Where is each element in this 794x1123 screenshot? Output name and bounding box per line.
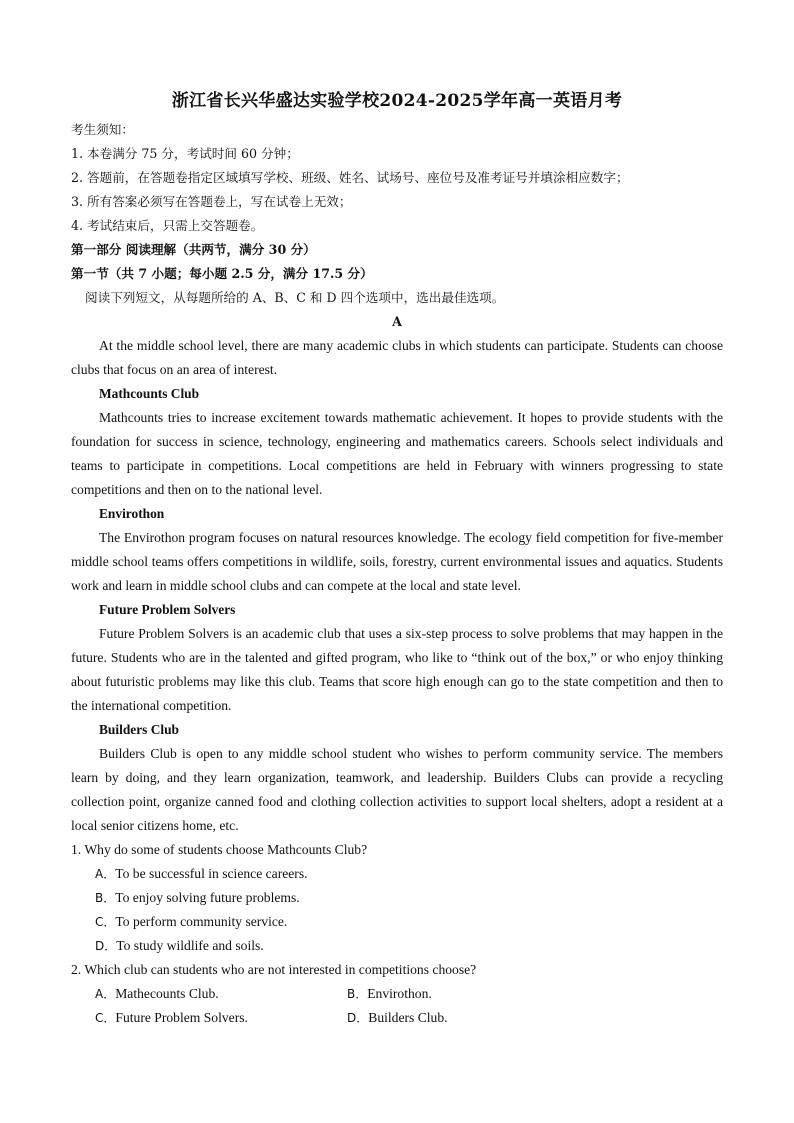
option-item[interactable] (347, 1006, 448, 1030)
club-title: Future Problem Solvers (99, 602, 236, 617)
option-text: Envirothon. (367, 986, 432, 1001)
section-heading: 第一节（共 7 小题；每小题 2.5 分，满分 17.5 分） (71, 266, 373, 281)
club-title: Envirothon (99, 506, 165, 521)
question-options (71, 862, 723, 958)
option-item[interactable] (95, 910, 723, 934)
option-letter: C． (95, 915, 116, 929)
option-item[interactable] (95, 862, 723, 886)
option-letter: C． (95, 1011, 116, 1025)
question-options (71, 982, 723, 1030)
option-item[interactable] (95, 886, 723, 910)
passage-intro: At the middle school level, there are many academic clubs in which students can participate. Students can choose clubs that focus on an area of interest. (71, 338, 723, 377)
option-row (95, 1006, 723, 1030)
option-letter: A． (95, 987, 116, 1001)
notice-item: 1. 本卷满分 75 分，考试时间 60 分钟； (71, 146, 299, 161)
option-item[interactable] (95, 934, 723, 958)
exam-title: 浙江省长兴华盛达实验学校2024-2025学年高一英语月考 (171, 91, 623, 111)
option-item[interactable] (95, 1006, 347, 1030)
passage-label: A (392, 314, 402, 329)
option-text: Future Problem Solvers. (115, 1010, 248, 1025)
option-letter: B． (95, 891, 116, 905)
notice-item: 3. 所有答案必须写在答题卷上，写在试卷上无效； (71, 194, 352, 209)
club-text: The Envirothon program focuses on natural resources knowledge. The ecology field competition for five-member middle school teams offers competitions in wildlife, soils, forestry, current environmental issues and aquatics. Students work and learn in middle school clubs and can compete at the local and state level. (71, 530, 723, 593)
option-letter: A． (95, 867, 116, 881)
option-row (95, 982, 723, 1006)
club-text: Builders Club is open to any middle school student who wishes to perform community service. The members learn by doing, and they learn organization, teamwork, and leadership. Builders Clubs can provide a recycling collection point, organize canned food and clothing collection activities to support local shelters, adopt a resident at a local senior citizens home, etc. (71, 746, 723, 833)
option-text: To study wildlife and soils. (116, 938, 264, 953)
club-title: Mathcounts Club (99, 386, 200, 401)
option-text: To perform community service. (115, 914, 288, 929)
club-text: Mathcounts tries to increase excitement towards mathematic achievement. It hopes to provide students with the foundation for success in science, technology, engineering and mathematics careers. Schools select individuals and teams to participate in competitions. Local competitions are held in February with winners progressing to state competitions and then on to the national level. (71, 410, 723, 497)
part-heading: 第一部分 阅读理解（共两节，满分 30 分） (71, 242, 316, 257)
notice-item: 4. 考试结束后，只需上交答题卷。 (71, 218, 264, 233)
option-item[interactable] (95, 982, 347, 1006)
option-text: Builders Club. (368, 1010, 448, 1025)
club-text: Future Problem Solvers is an academic club that uses a six-step process to solve problems that may happen in the future. Students who are in the talented and gifted program, who like to “think out of the box,” or who enjoy thinking about futuristic problems may like this club. Teams that score high enough can go to the state competition and then to the international competition. (71, 626, 723, 713)
option-letter: D． (347, 1011, 369, 1025)
option-letter: B． (347, 987, 368, 1001)
section-instruction: 阅读下列短文，从每题所给的 A、B、C 和 D 四个选项中，选出最佳选项。 (85, 290, 505, 305)
option-text: To be successful in science careers. (115, 866, 308, 881)
option-text: Mathecounts Club. (115, 986, 219, 1001)
exam-page (71, 84, 723, 1030)
option-item[interactable] (347, 982, 432, 1006)
notice-heading: 考生须知： (71, 122, 134, 137)
question-stem: 1. Why do some of students choose Mathcounts Club? (71, 842, 368, 857)
option-text: To enjoy solving future problems. (115, 890, 300, 905)
notice-item: 2. 答题前，在答题卷指定区域填写学校、班级、姓名、试场号、座位号及准考证号并填涂相应数字； (71, 170, 629, 185)
option-letter: D． (95, 939, 117, 953)
question-stem: 2. Which club can students who are not interested in competitions choose? (71, 962, 477, 977)
club-title: Builders Club (99, 722, 179, 737)
